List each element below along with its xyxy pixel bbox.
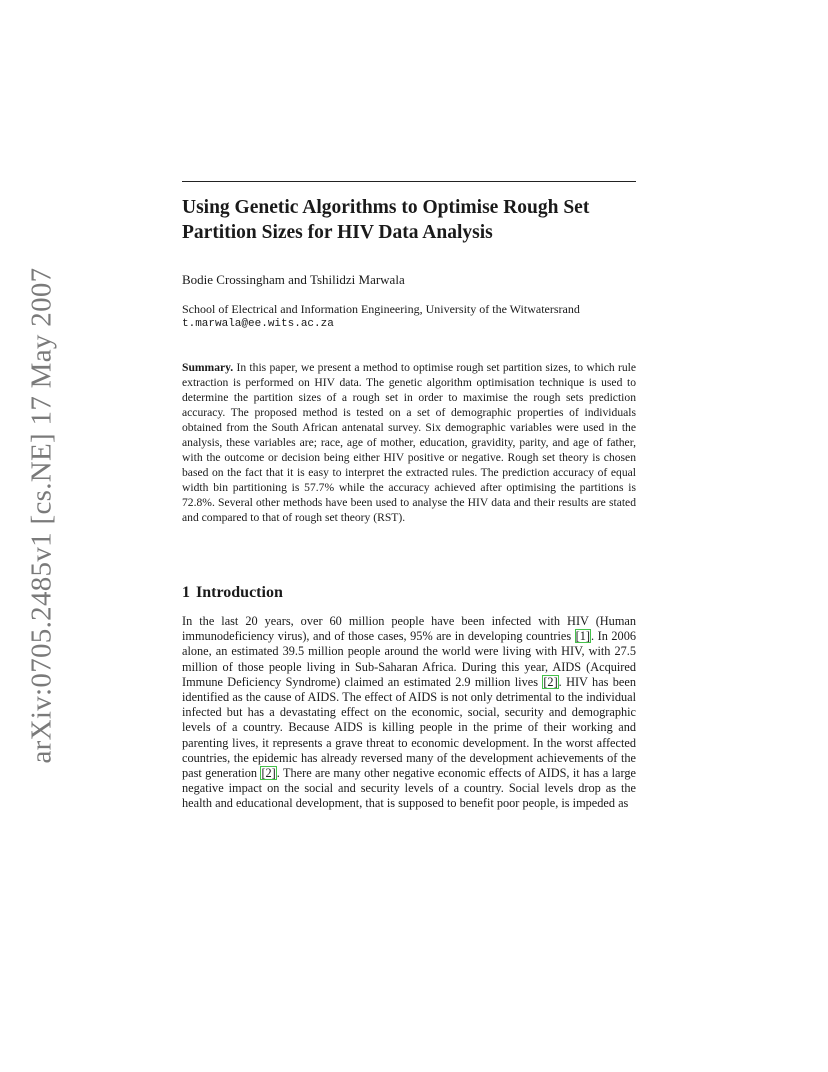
intro-text-4: . There are many other negative economic effects of AIDS, it has a large negative impact on the social and security levels of a country. Social levels drop as the health and educational development, that is supposed to benefit poor people, is impeded as — [182, 766, 636, 811]
summary-text: In this paper, we present a method to optimise rough set partition sizes, to which rule extraction is performed on HIV data. The genetic algorithm optimisation technique is used to determine the partition sizes of a rough set in order to maximise the rough sets prediction accuracy. The proposed method is tested on a set of demographic properties of individuals obtained from the South African antenatal survey. Six demographic variables were used in the analysis, these variables are; race, age of mother, education, gravidity, parity, and age of father, with the outcome or decision being either HIV positive or negative. Rough set theory is chosen based on the fact that it is easy to interpret the extracted rules. The prediction accuracy of equal width bin partitioning is 57.7% while the accuracy achieved after optimising the partitions is 72.8%. Several other methods have been used to analyse the HIV data and their results are stated and compared to that of rough set theory (RST). — [182, 361, 636, 524]
authors: Bodie Crossingham and Tshilidzi Marwala — [182, 272, 405, 287]
summary-label: Summary. — [182, 361, 234, 374]
section-number: 1 — [182, 584, 190, 601]
summary — [182, 360, 636, 525]
arxiv-stamp — [18, 267, 66, 763]
section-title: Introduction — [196, 584, 283, 601]
intro-paragraph — [182, 614, 636, 812]
citation-link[interactable]: [1] — [575, 629, 591, 644]
section-heading — [182, 584, 283, 602]
paper-title: Using Genetic Algorithms to Optimise Rough Set Partition Sizes for HIV Data Analysis — [182, 197, 590, 243]
author-email[interactable]: t.marwala@ee.wits.ac.za — [182, 318, 334, 330]
affiliation: School of Electrical and Information Engineering, University of the Witwatersrand — [182, 302, 580, 316]
citation-link[interactable]: [2] — [543, 674, 558, 689]
intro-text-1: In the last 20 years, over 60 million people have been infected with HIV (Human immunodeficiency virus), and of those cases, 95% are in developing countries — [182, 614, 636, 644]
citation-link[interactable]: [2] — [261, 766, 276, 781]
intro-text-3: . HIV has been identified as the cause of AIDS. The effect of AIDS is not only detrimental to the individual infected but has a devastating effect on the economic, social, security and demographic levels of a country. Because AIDS is killing people in the prime of their working and parenting lives, it represents a grave threat to economic development. In the worst affected countries, the epidemic has already reversed many of the development achievements of the past generation — [182, 674, 636, 781]
title-rule — [182, 181, 636, 182]
arxiv-stamp-text: arXiv:0705.2485v1 [cs.NE] 17 May 2007 — [25, 267, 58, 763]
intro-text-2: . In 2006 alone, an estimated 39.5 million people around the world were living with HIV, with 27.5 million of those people living in Sub-Saharan Africa. During this year, AIDS (Acquired Immune Deficiency Syndrome) claimed an estimated 2.9 million lives — [182, 629, 636, 689]
